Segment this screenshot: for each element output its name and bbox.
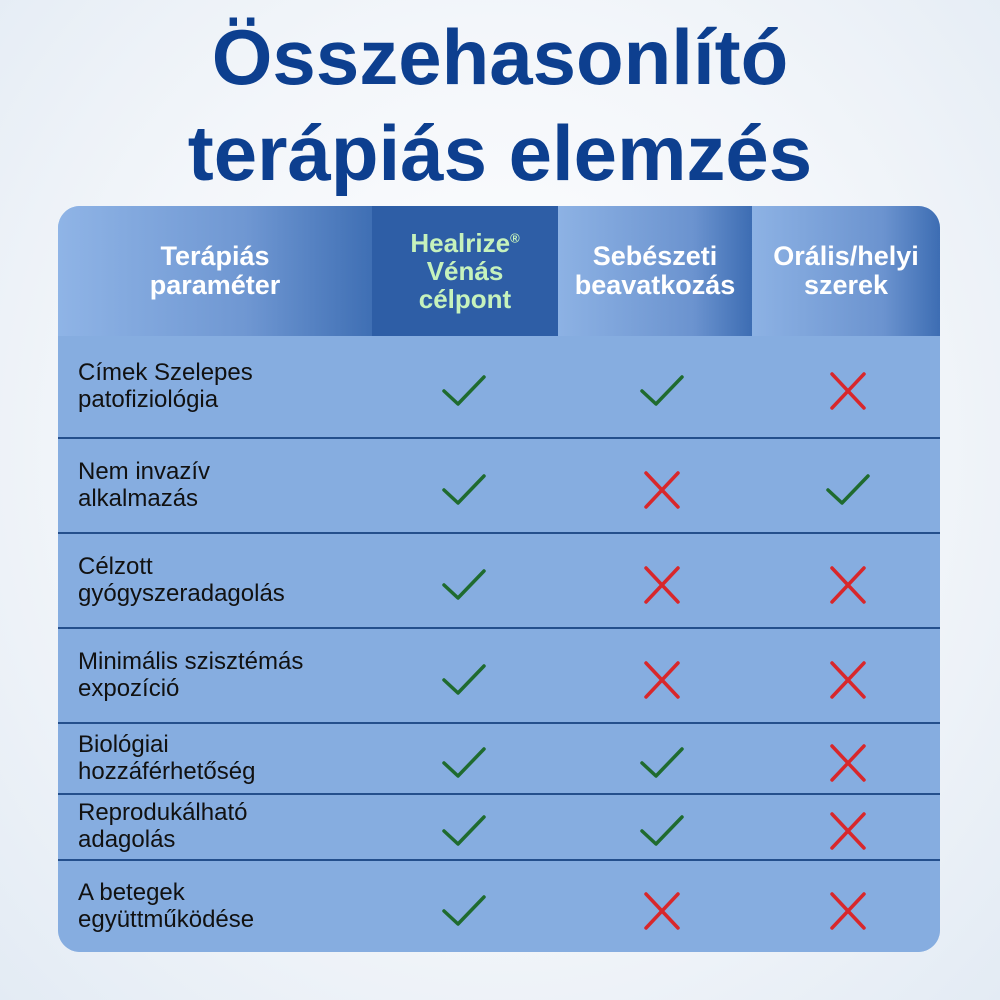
table-row <box>58 439 940 532</box>
header-oral <box>752 206 940 336</box>
page-title-line-1: Összehasonlító <box>211 13 789 101</box>
check-icon <box>440 660 488 700</box>
row-label-line: Nem invazív <box>78 457 211 485</box>
check-icon <box>440 470 488 510</box>
row-label <box>78 861 368 952</box>
row-label-line: Célzott <box>78 552 153 580</box>
cross-icon <box>638 565 686 605</box>
header-parameter <box>58 206 372 336</box>
header-surgery-line-2: beavatkozás <box>574 270 736 300</box>
registered-mark: ® <box>510 230 520 246</box>
header-healrize-line-3: célpont <box>418 284 512 315</box>
check-icon <box>638 743 686 783</box>
table-row <box>58 336 940 437</box>
cross-icon <box>824 371 872 411</box>
row-label-line: együttműködése <box>78 905 255 933</box>
row-label <box>78 534 368 627</box>
row-label-line: adagolás <box>78 826 176 853</box>
row-label-line: patofiziológia <box>78 385 219 413</box>
check-icon <box>638 371 686 411</box>
row-label <box>78 629 368 722</box>
check-icon <box>440 371 488 411</box>
table-row <box>58 629 940 722</box>
check-icon <box>440 891 488 931</box>
cross-icon <box>824 565 872 605</box>
row-label-line: hozzáférhetőség <box>78 757 256 785</box>
header-oral-line-1: Orális/helyi <box>773 240 919 271</box>
header-healrize <box>372 206 558 336</box>
row-label-line: Biológiai <box>78 730 169 758</box>
row-label-line: Reprodukálható <box>78 799 248 827</box>
check-icon <box>440 743 488 783</box>
check-icon <box>824 470 872 510</box>
row-label <box>78 795 368 859</box>
header-healrize-brand: Healrize <box>410 227 511 258</box>
cross-icon <box>638 891 686 931</box>
comparison-table <box>58 206 940 952</box>
row-label <box>78 724 368 793</box>
header-healrize-line-2: Vénás <box>426 255 504 286</box>
header-oral-line-2: szerek <box>803 270 889 300</box>
check-icon <box>440 565 488 605</box>
check-icon <box>440 811 488 851</box>
cross-icon <box>824 811 872 851</box>
header-parameter-line-2: paraméter <box>149 270 281 300</box>
table-row <box>58 534 940 627</box>
row-label-line: expozíció <box>78 674 180 702</box>
cross-icon <box>638 470 686 510</box>
header-parameter-line-1: Terápiás <box>160 240 270 271</box>
row-label-line: A betegek <box>78 878 185 906</box>
row-label-line: Címek Szelepes <box>78 358 253 386</box>
table-row <box>58 861 940 952</box>
row-label <box>78 439 368 532</box>
page-title-line-2: terápiás elemzés <box>187 109 813 197</box>
row-label <box>78 336 368 437</box>
cross-icon <box>638 660 686 700</box>
cross-icon <box>824 891 872 931</box>
header-surgery <box>558 206 752 336</box>
table-row <box>58 724 940 793</box>
header-surgery-line-1: Sebészeti <box>592 240 718 271</box>
table-row <box>58 795 940 859</box>
row-label-line: alkalmazás <box>78 484 199 512</box>
cross-icon <box>824 743 872 783</box>
row-label-line: Minimális szisztémás <box>78 647 304 675</box>
row-label-line: gyógyszeradagolás <box>78 579 285 607</box>
check-icon <box>638 811 686 851</box>
header-healrize-line-1 <box>410 229 519 257</box>
cross-icon <box>824 660 872 700</box>
